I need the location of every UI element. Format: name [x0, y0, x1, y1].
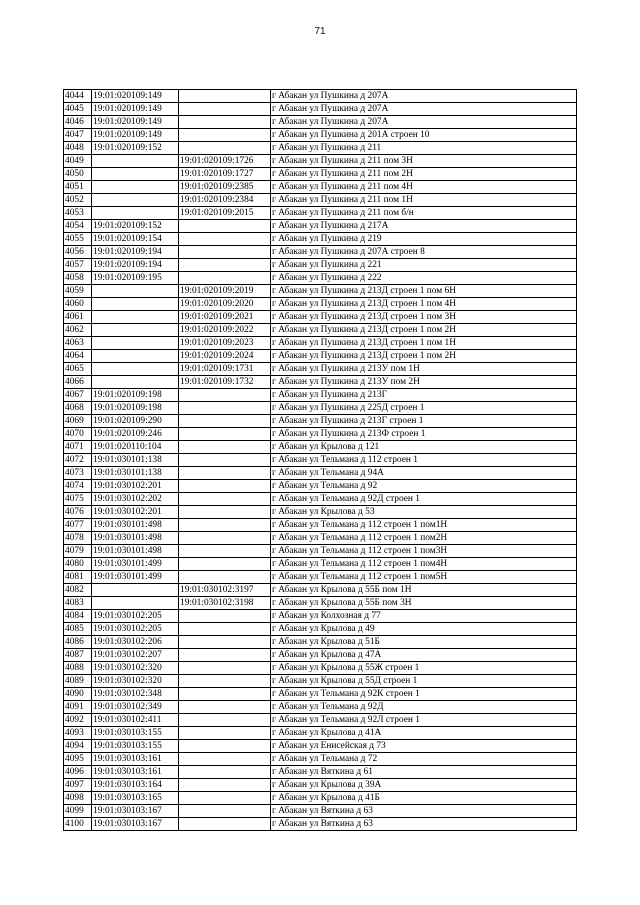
table-row: [64, 506, 577, 519]
address-cell: г Абакан ул Вяткина д 63: [271, 818, 577, 831]
row-number-cell: 4091: [64, 701, 92, 714]
row-number-cell: 4064: [64, 350, 92, 363]
row-number-cell: 4072: [64, 454, 92, 467]
land-cadastral-number-cell: [92, 285, 179, 298]
row-number-cell: 4044: [64, 90, 92, 103]
building-cadastral-number-cell: [179, 662, 271, 675]
table-row: [64, 805, 577, 818]
table-row: [64, 116, 577, 129]
land-cadastral-number-cell: 19:01:020109:149: [92, 129, 179, 142]
address-cell: г Абакан ул Тельмана д 92: [271, 480, 577, 493]
land-cadastral-number-cell: [92, 207, 179, 220]
address-cell: г Абакан ул Пушкина д 211 пом 4Н: [271, 181, 577, 194]
building-cadastral-number-cell: [179, 402, 271, 415]
address-cell: г Абакан ул Пушкина д 211 пом 2Н: [271, 168, 577, 181]
building-cadastral-number-cell: 19:01:020109:1731: [179, 363, 271, 376]
building-cadastral-number-cell: [179, 675, 271, 688]
row-number-cell: 4074: [64, 480, 92, 493]
row-number-cell: 4081: [64, 571, 92, 584]
building-cadastral-number-cell: 19:01:020109:2385: [179, 181, 271, 194]
land-cadastral-number-cell: 19:01:030102:202: [92, 493, 179, 506]
table-row: [64, 558, 577, 571]
row-number-cell: 4055: [64, 233, 92, 246]
building-cadastral-number-cell: [179, 272, 271, 285]
land-cadastral-number-cell: 19:01:030103:155: [92, 727, 179, 740]
building-cadastral-number-cell: [179, 441, 271, 454]
building-cadastral-number-cell: [179, 467, 271, 480]
building-cadastral-number-cell: [179, 558, 271, 571]
land-cadastral-number-cell: 19:01:020109:198: [92, 402, 179, 415]
building-cadastral-number-cell: 19:01:020109:1726: [179, 155, 271, 168]
table-row: [64, 714, 577, 727]
table-row: [64, 376, 577, 389]
land-cadastral-number-cell: 19:01:030103:165: [92, 792, 179, 805]
land-cadastral-number-cell: 19:01:020109:194: [92, 259, 179, 272]
building-cadastral-number-cell: [179, 753, 271, 766]
address-cell: г Абакан ул Пушкина д 207А: [271, 90, 577, 103]
table-row: [64, 480, 577, 493]
land-cadastral-number-cell: 19:01:030102:411: [92, 714, 179, 727]
land-cadastral-number-cell: [92, 337, 179, 350]
building-cadastral-number-cell: [179, 415, 271, 428]
table-row: [64, 324, 577, 337]
land-cadastral-number-cell: 19:01:030101:138: [92, 454, 179, 467]
building-cadastral-number-cell: [179, 233, 271, 246]
address-cell: г Абакан ул Пушкина д 213Д строен 1 пом 3Н: [271, 311, 577, 324]
table-row: [64, 792, 577, 805]
building-cadastral-number-cell: [179, 701, 271, 714]
row-number-cell: 4082: [64, 584, 92, 597]
land-cadastral-number-cell: 19:01:030103:167: [92, 805, 179, 818]
table-row: [64, 649, 577, 662]
address-cell: г Абакан ул Крылова д 47А: [271, 649, 577, 662]
address-cell: г Абакан ул Пушкина д 217А: [271, 220, 577, 233]
table-row: [64, 246, 577, 259]
address-cell: г Абакан ул Пушкина д 213Г строен 1: [271, 415, 577, 428]
building-cadastral-number-cell: [179, 532, 271, 545]
land-cadastral-number-cell: 19:01:030102:201: [92, 480, 179, 493]
table-row: [64, 571, 577, 584]
address-cell: г Абакан ул Пушкина д 201А строен 10: [271, 129, 577, 142]
row-number-cell: 4065: [64, 363, 92, 376]
address-cell: г Абакан ул Крылова д 53: [271, 506, 577, 519]
land-cadastral-number-cell: [92, 168, 179, 181]
address-cell: г Абакан ул Пушкина д 213Г: [271, 389, 577, 402]
table-row: [64, 818, 577, 831]
land-cadastral-number-cell: [92, 155, 179, 168]
row-number-cell: 4097: [64, 779, 92, 792]
table-row: [64, 688, 577, 701]
land-cadastral-number-cell: [92, 363, 179, 376]
row-number-cell: 4052: [64, 194, 92, 207]
table-row: [64, 389, 577, 402]
address-cell: г Абакан ул Тельмана д 94А: [271, 467, 577, 480]
building-cadastral-number-cell: [179, 480, 271, 493]
address-cell: г Абакан ул Тельмана д 72: [271, 753, 577, 766]
table-row: [64, 350, 577, 363]
land-cadastral-number-cell: 19:01:030101:499: [92, 571, 179, 584]
address-cell: г Абакан ул Тельмана д 112 строен 1 пом4Н: [271, 558, 577, 571]
table-row: [64, 727, 577, 740]
address-cell: г Абакан ул Вяткина д 63: [271, 805, 577, 818]
building-cadastral-number-cell: [179, 103, 271, 116]
land-cadastral-number-cell: 19:01:030102:349: [92, 701, 179, 714]
address-cell: г Абакан ул Тельмана д 112 строен 1 пом2Н: [271, 532, 577, 545]
address-cell: г Абакан ул Тельмана д 112 строен 1: [271, 454, 577, 467]
land-cadastral-number-cell: [92, 311, 179, 324]
table-row: [64, 155, 577, 168]
row-number-cell: 4048: [64, 142, 92, 155]
row-number-cell: 4068: [64, 402, 92, 415]
building-cadastral-number-cell: 19:01:020109:2020: [179, 298, 271, 311]
table-row: [64, 402, 577, 415]
address-cell: г Абакан ул Пушкина д 207А: [271, 103, 577, 116]
row-number-cell: 4089: [64, 675, 92, 688]
row-number-cell: 4051: [64, 181, 92, 194]
row-number-cell: 4085: [64, 623, 92, 636]
land-cadastral-number-cell: 19:01:030101:138: [92, 467, 179, 480]
building-cadastral-number-cell: [179, 428, 271, 441]
address-cell: г Абакан ул Крылова д 51Б: [271, 636, 577, 649]
land-cadastral-number-cell: 19:01:030102:320: [92, 675, 179, 688]
land-cadastral-number-cell: [92, 298, 179, 311]
row-number-cell: 4059: [64, 285, 92, 298]
land-cadastral-number-cell: [92, 194, 179, 207]
row-number-cell: 4053: [64, 207, 92, 220]
building-cadastral-number-cell: [179, 220, 271, 233]
building-cadastral-number-cell: [179, 740, 271, 753]
address-cell: г Абакан ул Пушкина д 213Д строен 1 пом 4Н: [271, 298, 577, 311]
address-cell: г Абакан ул Пушкина д 213Ф строен 1: [271, 428, 577, 441]
address-cell: г Абакан ул Пушкина д 225Д строен 1: [271, 402, 577, 415]
row-number-cell: 4086: [64, 636, 92, 649]
row-number-cell: 4092: [64, 714, 92, 727]
building-cadastral-number-cell: [179, 506, 271, 519]
row-number-cell: 4061: [64, 311, 92, 324]
table-row: [64, 337, 577, 350]
land-cadastral-number-cell: 19:01:020109:246: [92, 428, 179, 441]
address-cell: г Абакан ул Пушкина д 211 пом 1Н: [271, 194, 577, 207]
building-cadastral-number-cell: [179, 90, 271, 103]
building-cadastral-number-cell: [179, 571, 271, 584]
building-cadastral-number-cell: 19:01:020109:2015: [179, 207, 271, 220]
address-cell: г Абакан ул Пушкина д 213У пом 1Н: [271, 363, 577, 376]
address-registry-table: [63, 89, 577, 831]
address-cell: г Абакан ул Пушкина д 211: [271, 142, 577, 155]
address-cell: г Абакан ул Крылова д 49: [271, 623, 577, 636]
table-row: [64, 662, 577, 675]
row-number-cell: 4069: [64, 415, 92, 428]
row-number-cell: 4046: [64, 116, 92, 129]
building-cadastral-number-cell: [179, 545, 271, 558]
row-number-cell: 4083: [64, 597, 92, 610]
land-cadastral-number-cell: 19:01:030103:155: [92, 740, 179, 753]
table-row: [64, 779, 577, 792]
building-cadastral-number-cell: [179, 766, 271, 779]
address-cell: г Абакан ул Тельмана д 92Л строен 1: [271, 714, 577, 727]
building-cadastral-number-cell: 19:01:020109:2022: [179, 324, 271, 337]
address-cell: г Абакан ул Пушкина д 211 пом б/н: [271, 207, 577, 220]
building-cadastral-number-cell: [179, 454, 271, 467]
table-row: [64, 168, 577, 181]
land-cadastral-number-cell: [92, 181, 179, 194]
land-cadastral-number-cell: 19:01:020110:104: [92, 441, 179, 454]
table-row: [64, 207, 577, 220]
table-row: [64, 298, 577, 311]
building-cadastral-number-cell: [179, 116, 271, 129]
building-cadastral-number-cell: [179, 805, 271, 818]
land-cadastral-number-cell: 19:01:030102:348: [92, 688, 179, 701]
address-cell: г Абакан ул Крылова д 55Ж строен 1: [271, 662, 577, 675]
row-number-cell: 4077: [64, 519, 92, 532]
table-row: [64, 623, 577, 636]
table-row: [64, 142, 577, 155]
building-cadastral-number-cell: [179, 389, 271, 402]
building-cadastral-number-cell: [179, 246, 271, 259]
table-row: [64, 532, 577, 545]
land-cadastral-number-cell: 19:01:020109:149: [92, 103, 179, 116]
address-cell: г Абакан ул Крылова д 121: [271, 441, 577, 454]
table-row: [64, 740, 577, 753]
table-row: [64, 259, 577, 272]
land-cadastral-number-cell: 19:01:030101:498: [92, 532, 179, 545]
land-cadastral-number-cell: 19:01:030102:205: [92, 623, 179, 636]
land-cadastral-number-cell: 19:01:030101:499: [92, 558, 179, 571]
address-cell: г Абакан ул Крылова д 55Б пом 3Н: [271, 597, 577, 610]
building-cadastral-number-cell: [179, 688, 271, 701]
table-row: [64, 701, 577, 714]
building-cadastral-number-cell: 19:01:030102:3198: [179, 597, 271, 610]
table-row: [64, 428, 577, 441]
table-row: [64, 584, 577, 597]
land-cadastral-number-cell: 19:01:030102:207: [92, 649, 179, 662]
building-cadastral-number-cell: [179, 818, 271, 831]
address-cell: г Абакан ул Крылова д 41Б: [271, 792, 577, 805]
address-cell: г Абакан ул Тельмана д 92Д строен 1: [271, 493, 577, 506]
building-cadastral-number-cell: 19:01:030102:3197: [179, 584, 271, 597]
table-row: [64, 467, 577, 480]
address-cell: г Абакан ул Крылова д 39А: [271, 779, 577, 792]
building-cadastral-number-cell: [179, 142, 271, 155]
row-number-cell: 4073: [64, 467, 92, 480]
building-cadastral-number-cell: 19:01:020109:2019: [179, 285, 271, 298]
table-row: [64, 103, 577, 116]
building-cadastral-number-cell: 19:01:020109:2021: [179, 311, 271, 324]
land-cadastral-number-cell: 19:01:030101:498: [92, 545, 179, 558]
building-cadastral-number-cell: [179, 649, 271, 662]
table-row: [64, 441, 577, 454]
table-row: [64, 181, 577, 194]
address-cell: г Абакан ул Пушкина д 222: [271, 272, 577, 285]
land-cadastral-number-cell: [92, 350, 179, 363]
row-number-cell: 4093: [64, 727, 92, 740]
land-cadastral-number-cell: 19:01:020109:149: [92, 90, 179, 103]
row-number-cell: 4062: [64, 324, 92, 337]
building-cadastral-number-cell: [179, 714, 271, 727]
land-cadastral-number-cell: 19:01:020109:149: [92, 116, 179, 129]
land-cadastral-number-cell: 19:01:030103:161: [92, 766, 179, 779]
address-cell: г Абакан ул Тельмана д 92Д: [271, 701, 577, 714]
table-row: [64, 90, 577, 103]
table-row: [64, 285, 577, 298]
building-cadastral-number-cell: [179, 727, 271, 740]
address-cell: г Абакан ул Пушкина д 221: [271, 259, 577, 272]
table-row: [64, 415, 577, 428]
address-cell: г Абакан ул Пушкина д 207А: [271, 116, 577, 129]
land-cadastral-number-cell: 19:01:030103:167: [92, 818, 179, 831]
address-cell: г Абакан ул Пушкина д 211 пом 3Н: [271, 155, 577, 168]
table-row: [64, 753, 577, 766]
building-cadastral-number-cell: 19:01:020109:2384: [179, 194, 271, 207]
building-cadastral-number-cell: 19:01:020109:2023: [179, 337, 271, 350]
table-row: [64, 233, 577, 246]
address-cell: г Абакан ул Тельмана д 112 строен 1 пом5Н: [271, 571, 577, 584]
building-cadastral-number-cell: [179, 493, 271, 506]
row-number-cell: 4099: [64, 805, 92, 818]
land-cadastral-number-cell: 19:01:020109:194: [92, 246, 179, 259]
address-cell: г Абакан ул Крылова д 41А: [271, 727, 577, 740]
table-row: [64, 675, 577, 688]
row-number-cell: 4090: [64, 688, 92, 701]
land-cadastral-number-cell: 19:01:030103:164: [92, 779, 179, 792]
address-cell: г Абакан ул Пушкина д 219: [271, 233, 577, 246]
address-cell: г Абакан ул Колхозная д 77: [271, 610, 577, 623]
land-cadastral-number-cell: 19:01:020109:154: [92, 233, 179, 246]
row-number-cell: 4080: [64, 558, 92, 571]
row-number-cell: 4070: [64, 428, 92, 441]
row-number-cell: 4049: [64, 155, 92, 168]
table-row: [64, 519, 577, 532]
table-row: [64, 597, 577, 610]
land-cadastral-number-cell: 19:01:030102:205: [92, 610, 179, 623]
table-row: [64, 610, 577, 623]
row-number-cell: 4094: [64, 740, 92, 753]
row-number-cell: 4058: [64, 272, 92, 285]
row-number-cell: 4063: [64, 337, 92, 350]
row-number-cell: 4060: [64, 298, 92, 311]
land-cadastral-number-cell: 19:01:020109:290: [92, 415, 179, 428]
row-number-cell: 4075: [64, 493, 92, 506]
building-cadastral-number-cell: [179, 129, 271, 142]
address-cell: г Абакан ул Пушкина д 213Д строен 1 пом 6Н: [271, 285, 577, 298]
building-cadastral-number-cell: [179, 636, 271, 649]
address-cell: г Абакан ул Пушкина д 213Д строен 1 пом 1Н: [271, 337, 577, 350]
building-cadastral-number-cell: [179, 259, 271, 272]
table-row: [64, 454, 577, 467]
row-number-cell: 4084: [64, 610, 92, 623]
address-cell: г Абакан ул Крылова д 55Д строен 1: [271, 675, 577, 688]
address-cell: г Абакан ул Тельмана д 92К строен 1: [271, 688, 577, 701]
row-number-cell: 4079: [64, 545, 92, 558]
address-cell: г Абакан ул Пушкина д 213Д строен 1 пом 2Н: [271, 350, 577, 363]
building-cadastral-number-cell: [179, 779, 271, 792]
address-cell: г Абакан ул Тельмана д 112 строен 1 пом1Н: [271, 519, 577, 532]
table-row: [64, 129, 577, 142]
building-cadastral-number-cell: [179, 792, 271, 805]
row-number-cell: 4050: [64, 168, 92, 181]
building-cadastral-number-cell: [179, 623, 271, 636]
row-number-cell: 4056: [64, 246, 92, 259]
table-body: [64, 90, 577, 831]
table-row: [64, 194, 577, 207]
land-cadastral-number-cell: 19:01:020109:152: [92, 220, 179, 233]
table-row: [64, 636, 577, 649]
row-number-cell: 4088: [64, 662, 92, 675]
table-row: [64, 545, 577, 558]
land-cadastral-number-cell: 19:01:030102:201: [92, 506, 179, 519]
table-row: [64, 766, 577, 779]
table-row: [64, 493, 577, 506]
row-number-cell: 4045: [64, 103, 92, 116]
address-cell: г Абакан ул Енисейская д 73: [271, 740, 577, 753]
row-number-cell: 4071: [64, 441, 92, 454]
land-cadastral-number-cell: [92, 324, 179, 337]
address-cell: г Абакан ул Пушкина д 207А строен 8: [271, 246, 577, 259]
row-number-cell: 4054: [64, 220, 92, 233]
row-number-cell: 4078: [64, 532, 92, 545]
table-row: [64, 363, 577, 376]
row-number-cell: 4057: [64, 259, 92, 272]
land-cadastral-number-cell: 19:01:020109:152: [92, 142, 179, 155]
land-cadastral-number-cell: 19:01:030102:206: [92, 636, 179, 649]
row-number-cell: 4067: [64, 389, 92, 402]
row-number-cell: 4066: [64, 376, 92, 389]
land-cadastral-number-cell: 19:01:030103:161: [92, 753, 179, 766]
row-number-cell: 4087: [64, 649, 92, 662]
row-number-cell: 4095: [64, 753, 92, 766]
address-cell: г Абакан ул Пушкина д 213Д строен 1 пом 2Н: [271, 324, 577, 337]
page-number: 71: [314, 26, 326, 37]
row-number-cell: 4096: [64, 766, 92, 779]
land-cadastral-number-cell: [92, 597, 179, 610]
table-row: [64, 311, 577, 324]
land-cadastral-number-cell: 19:01:020109:198: [92, 389, 179, 402]
building-cadastral-number-cell: [179, 519, 271, 532]
land-cadastral-number-cell: [92, 584, 179, 597]
row-number-cell: 4100: [64, 818, 92, 831]
land-cadastral-number-cell: 19:01:030102:320: [92, 662, 179, 675]
row-number-cell: 4076: [64, 506, 92, 519]
table-row: [64, 272, 577, 285]
row-number-cell: 4047: [64, 129, 92, 142]
address-cell: г Абакан ул Крылова д 55Б пом 1Н: [271, 584, 577, 597]
address-cell: г Абакан ул Вяткина д 61: [271, 766, 577, 779]
land-cadastral-number-cell: 19:01:030101:498: [92, 519, 179, 532]
row-number-cell: 4098: [64, 792, 92, 805]
building-cadastral-number-cell: 19:01:020109:1732: [179, 376, 271, 389]
building-cadastral-number-cell: [179, 610, 271, 623]
land-cadastral-number-cell: [92, 376, 179, 389]
building-cadastral-number-cell: 19:01:020109:2024: [179, 350, 271, 363]
land-cadastral-number-cell: 19:01:020109:195: [92, 272, 179, 285]
building-cadastral-number-cell: 19:01:020109:1727: [179, 168, 271, 181]
address-cell: г Абакан ул Тельмана д 112 строен 1 пом3Н: [271, 545, 577, 558]
table-row: [64, 220, 577, 233]
address-cell: г Абакан ул Пушкина д 213У пом 2Н: [271, 376, 577, 389]
